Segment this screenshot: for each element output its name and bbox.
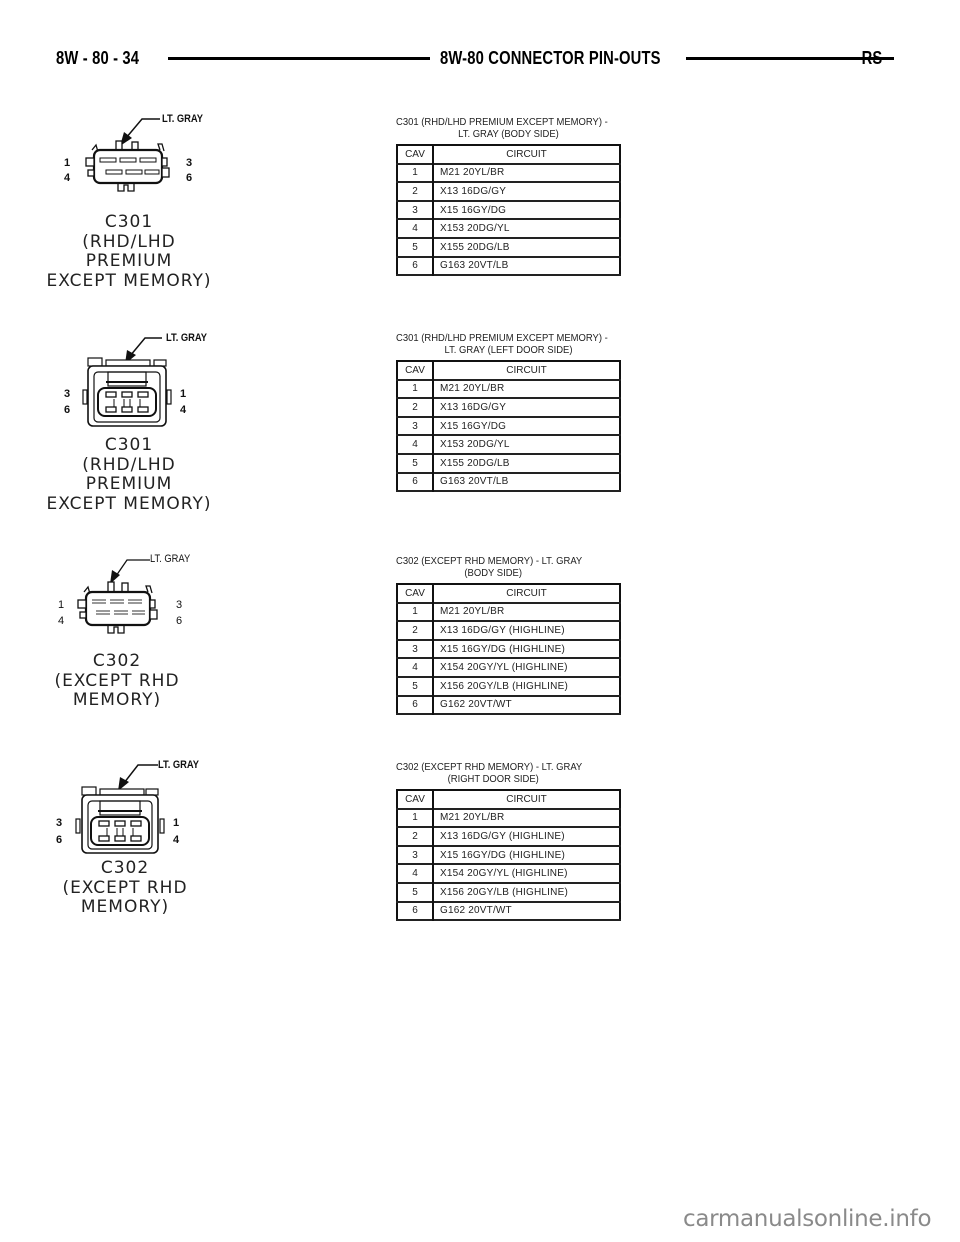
pinout-table-title: C302 (EXCEPT RHD MEMORY) - LT. GRAY (BODY SIDE) bbox=[396, 555, 583, 579]
page-number: 8W - 80 - 34 bbox=[56, 47, 140, 68]
pin-label: 1 bbox=[173, 817, 180, 829]
circuit-cell: G162 20VT/WT bbox=[433, 696, 620, 715]
cav-cell: 1 bbox=[397, 380, 433, 399]
housing-color-label: LT. GRAY bbox=[150, 553, 191, 565]
table-header-row bbox=[397, 584, 620, 603]
cav-cell: 5 bbox=[397, 238, 433, 257]
table-row bbox=[397, 846, 620, 865]
section-title: 8W-80 CONNECTOR PIN-OUTS bbox=[440, 47, 661, 68]
cav-cell: 1 bbox=[397, 603, 433, 622]
circuit-cell: X15 16GY/DG (HIGHLINE) bbox=[433, 846, 620, 865]
header-rule-left bbox=[168, 57, 430, 60]
circuit-cell: X153 20DG/YL bbox=[433, 435, 620, 454]
cav-cell: 4 bbox=[397, 658, 433, 677]
table-row bbox=[397, 696, 620, 715]
circuit-cell: M21 20YL/BR bbox=[433, 809, 620, 828]
circuit-cell: X156 20GY/LB (HIGHLINE) bbox=[433, 883, 620, 902]
table-row bbox=[397, 219, 620, 238]
cav-cell: 1 bbox=[397, 809, 433, 828]
cav-cell: 6 bbox=[397, 696, 433, 715]
circuit-cell: X13 16DG/GY bbox=[433, 182, 620, 201]
cav-cell: 5 bbox=[397, 677, 433, 696]
connector-caption: C301 (RHD/LHD PREMIUM EXCEPT MEMORY) bbox=[46, 435, 212, 514]
table-row bbox=[397, 603, 620, 622]
pin-label: 6 bbox=[56, 834, 63, 846]
pinout-table bbox=[396, 583, 621, 715]
circuit-cell: X13 16DG/GY bbox=[433, 398, 620, 417]
circuit-cell: X15 16GY/DG bbox=[433, 201, 620, 220]
housing-color-label: LT. GRAY bbox=[166, 332, 208, 344]
cav-cell: 3 bbox=[397, 846, 433, 865]
cav-cell: 2 bbox=[397, 398, 433, 417]
cav-cell: 3 bbox=[397, 640, 433, 659]
circuit-cell: X155 20DG/LB bbox=[433, 238, 620, 257]
table-row bbox=[397, 621, 620, 640]
table-row bbox=[397, 257, 620, 276]
circuit-cell: G163 20VT/LB bbox=[433, 257, 620, 276]
column-header-circuit: CIRCUIT bbox=[433, 145, 620, 164]
circuit-cell: X156 20GY/LB (HIGHLINE) bbox=[433, 677, 620, 696]
pinout-table-title: C301 (RHD/LHD PREMIUM EXCEPT MEMORY) - LT. GRAY (LEFT DOOR SIDE) bbox=[396, 332, 608, 356]
table-row bbox=[397, 435, 620, 454]
table-header-row bbox=[397, 361, 620, 380]
circuit-cell: X13 16DG/GY (HIGHLINE) bbox=[433, 621, 620, 640]
housing-color-label: LT. GRAY bbox=[158, 759, 200, 771]
table-row bbox=[397, 473, 620, 492]
circuit-cell: G163 20VT/LB bbox=[433, 473, 620, 492]
pinout-table bbox=[396, 360, 621, 492]
cav-cell: 4 bbox=[397, 435, 433, 454]
circuit-cell: X154 20GY/YL (HIGHLINE) bbox=[433, 864, 620, 883]
table-header-row bbox=[397, 145, 620, 164]
pinout-table-title: C301 (RHD/LHD PREMIUM EXCEPT MEMORY) - LT. GRAY (BODY SIDE) bbox=[396, 116, 608, 140]
table-row bbox=[397, 883, 620, 902]
circuit-cell: M21 20YL/BR bbox=[433, 164, 620, 183]
pin-label: 4 bbox=[180, 404, 187, 416]
pin-label: 3 bbox=[56, 817, 63, 829]
table-row bbox=[397, 640, 620, 659]
connector-caption: C302 (EXCEPT RHD MEMORY) bbox=[54, 651, 180, 710]
column-header-cav: CAV bbox=[397, 584, 433, 603]
connector-diagram-c301-door bbox=[46, 330, 212, 514]
pin-label: 1 bbox=[58, 599, 65, 611]
pin-label: 4 bbox=[173, 834, 180, 846]
table-row bbox=[397, 809, 620, 828]
pinout-table bbox=[396, 789, 621, 921]
pin-label: 4 bbox=[64, 172, 71, 184]
column-header-circuit: CIRCUIT bbox=[433, 361, 620, 380]
pin-label: 6 bbox=[176, 615, 183, 627]
cav-cell: 5 bbox=[397, 883, 433, 902]
page-header bbox=[56, 45, 882, 71]
circuit-cell: M21 20YL/BR bbox=[433, 380, 620, 399]
cav-cell: 6 bbox=[397, 257, 433, 276]
cav-cell: 2 bbox=[397, 621, 433, 640]
cav-cell: 3 bbox=[397, 417, 433, 436]
circuit-cell: X13 16DG/GY (HIGHLINE) bbox=[433, 827, 620, 846]
circuit-cell: X15 16GY/DG (HIGHLINE) bbox=[433, 640, 620, 659]
circuit-cell: G162 20VT/WT bbox=[433, 902, 620, 921]
cav-cell: 2 bbox=[397, 827, 433, 846]
column-header-cav: CAV bbox=[397, 145, 433, 164]
column-header-circuit: CIRCUIT bbox=[433, 790, 620, 809]
pin-label: 4 bbox=[58, 615, 65, 627]
table-row bbox=[397, 417, 620, 436]
connector-caption: C301 (RHD/LHD PREMIUM EXCEPT MEMORY) bbox=[46, 212, 212, 291]
cav-cell: 4 bbox=[397, 864, 433, 883]
pin-label: 3 bbox=[64, 388, 71, 400]
cav-cell: 2 bbox=[397, 182, 433, 201]
table-row bbox=[397, 380, 620, 399]
cav-cell: 6 bbox=[397, 902, 433, 921]
cav-cell: 6 bbox=[397, 473, 433, 492]
table-row bbox=[397, 902, 620, 921]
circuit-cell: X153 20DG/YL bbox=[433, 219, 620, 238]
column-header-cav: CAV bbox=[397, 790, 433, 809]
circuit-cell: X154 20GY/YL (HIGHLINE) bbox=[433, 658, 620, 677]
table-row bbox=[397, 454, 620, 473]
cav-cell: 5 bbox=[397, 454, 433, 473]
column-header-circuit: CIRCUIT bbox=[433, 584, 620, 603]
connector-caption: C302 (EXCEPT RHD MEMORY) bbox=[62, 858, 188, 917]
housing-color-label: LT. GRAY bbox=[162, 113, 204, 125]
connector-diagram-c301-body bbox=[46, 110, 212, 291]
circuit-cell: X155 20DG/LB bbox=[433, 454, 620, 473]
column-header-cav: CAV bbox=[397, 361, 433, 380]
pin-label: 3 bbox=[176, 599, 183, 611]
table-row bbox=[397, 398, 620, 417]
table-row bbox=[397, 238, 620, 257]
watermark-link[interactable]: carmanualsonline.info bbox=[683, 1206, 932, 1232]
table-row bbox=[397, 827, 620, 846]
table-row bbox=[397, 182, 620, 201]
pin-label: 6 bbox=[64, 404, 71, 416]
cav-cell: 1 bbox=[397, 164, 433, 183]
table-row bbox=[397, 658, 620, 677]
cav-cell: 3 bbox=[397, 201, 433, 220]
model-code: RS bbox=[861, 47, 882, 68]
table-header-row bbox=[397, 790, 620, 809]
pin-label: 1 bbox=[64, 157, 71, 169]
cav-cell: 4 bbox=[397, 219, 433, 238]
circuit-cell: X15 16GY/DG bbox=[433, 417, 620, 436]
table-row bbox=[397, 164, 620, 183]
circuit-cell: M21 20YL/BR bbox=[433, 603, 620, 622]
pin-label: 1 bbox=[180, 388, 187, 400]
table-row bbox=[397, 201, 620, 220]
connector-diagram-c302-door bbox=[50, 755, 210, 917]
pinout-table bbox=[396, 144, 621, 276]
connector-diagram-c302-body bbox=[50, 550, 210, 710]
table-row bbox=[397, 864, 620, 883]
pin-label: 6 bbox=[186, 172, 193, 184]
pinout-table-title: C302 (EXCEPT RHD MEMORY) - LT. GRAY (RIGHT DOOR SIDE) bbox=[396, 761, 583, 785]
pin-label: 3 bbox=[186, 157, 193, 169]
table-row bbox=[397, 677, 620, 696]
